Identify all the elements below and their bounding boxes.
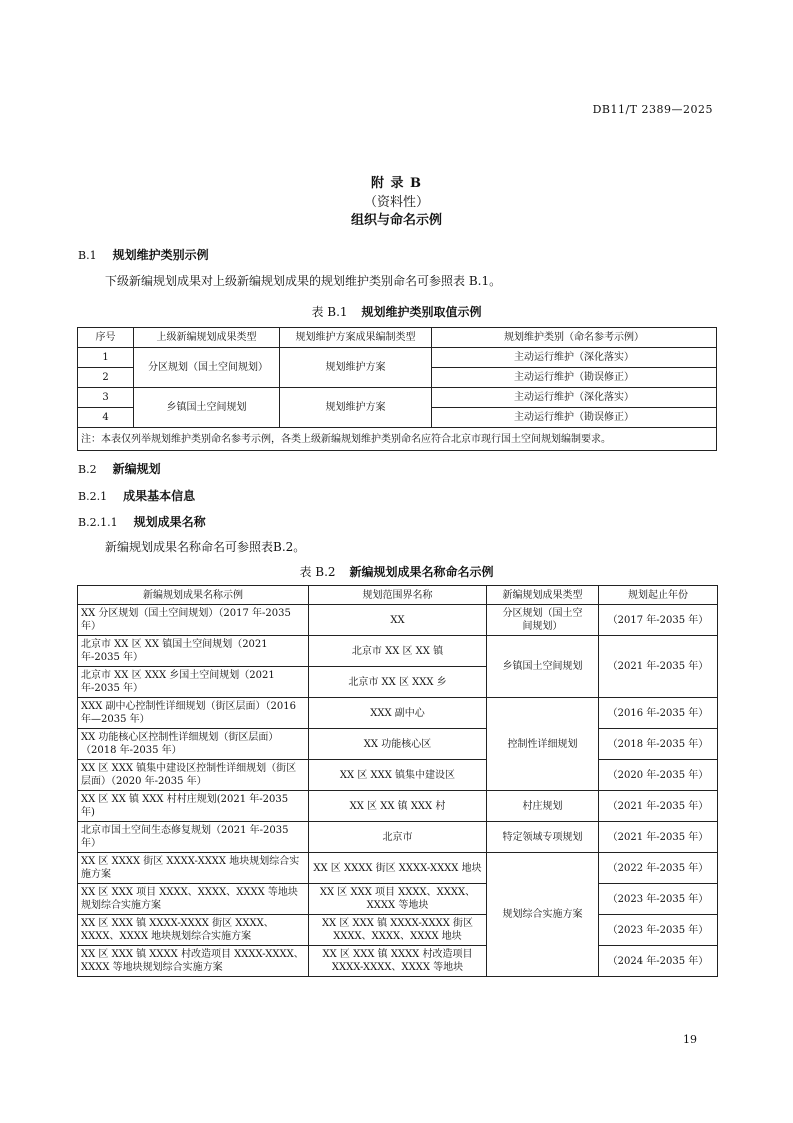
section-title: 新编规划 — [112, 462, 161, 476]
appendix-subtitle: 组织与命名示例 — [350, 213, 442, 228]
table-cell: XX 功能核心区控制性详细规划（街区层面）（2018 年-2035 年） — [78, 729, 309, 760]
table-cell: 4 — [78, 408, 134, 428]
table-cell: 主动运行维护（勘误修正） — [432, 368, 717, 388]
section-b2-heading — [78, 460, 161, 477]
table-row — [78, 348, 717, 368]
table-cell: XX 区 XX 镇 XXX 村 — [309, 791, 487, 822]
table-cell: （2021 年-2035 年） — [599, 822, 718, 853]
table-row — [78, 822, 718, 853]
table-cell: （2023 年-2035 年） — [599, 884, 718, 915]
table-row — [78, 388, 717, 408]
column-header: 规划范围界名称 — [309, 586, 487, 605]
table-row — [78, 884, 718, 915]
table-cell: （2018 年-2035 年） — [599, 729, 718, 760]
table-cell: （2023 年-2035 年） — [599, 915, 718, 946]
section-title: 规划维护类别示例 — [112, 248, 209, 262]
table-cell: 规划维护方案 — [280, 388, 432, 428]
table-row — [78, 915, 718, 946]
section-b211-paragraph: 新编规划成果名称命名可参照表B.2。 — [105, 540, 306, 554]
table-cell: XX 区 XX 镇 XXX 村村庄规划(2021 年-2035 年) — [78, 791, 309, 822]
table-cell: XX — [309, 605, 487, 636]
table-cell: （2022 年-2035 年） — [599, 853, 718, 884]
section-number: B.2.1.1 — [78, 516, 118, 529]
table-cell: 主动运行维护（勘误修正） — [432, 408, 717, 428]
table-cell: 主动运行维护（深化落实） — [432, 388, 717, 408]
page-number: 19 — [683, 1033, 697, 1046]
table-row — [78, 605, 718, 636]
table-cell: XX 分区规划（国土空间规划）（2017 年-2035 年） — [78, 605, 309, 636]
section-number: B.2.1 — [78, 490, 108, 503]
table-cell: （2021 年-2035 年） — [599, 636, 718, 698]
table-cell: 分区规划（国土空间规划） — [134, 348, 280, 388]
table-note: 注：本表仅列举规划维护类别命名参考示例，各类上级新编规划维护类别命名应符合北京市现行国土空间规划编制要求。 — [78, 428, 717, 451]
table-cell: XX 区 XXX 项目 XXXX、XXXX、XXXX 等地块 — [309, 884, 487, 915]
table-cell: XXX 副中心控制性详细规划（街区层面）（2016 年—2035 年） — [78, 698, 309, 729]
section-title: 成果基本信息 — [123, 489, 196, 503]
column-header: 规划维护方案成果编制类型 — [280, 328, 432, 348]
table-cell: 分区规划（国土空间规划） — [487, 605, 599, 636]
table-cell: 1 — [78, 348, 134, 368]
table-cell: XX 区 XXX 镇 XXXX 村改造项目 XXXX-XXXX、XXXX 等地块规划综合实施方案 — [78, 946, 309, 977]
table-row — [78, 698, 718, 729]
appendix-nature: （资料性） — [363, 195, 429, 210]
table-cell: 主动运行维护（深化落实） — [432, 348, 717, 368]
table-cell: XX 区 XXX 镇集中建设区 — [309, 760, 487, 791]
table-cell: （2017 年-2035 年） — [599, 605, 718, 636]
table-row — [78, 636, 718, 667]
section-title: 规划成果名称 — [133, 515, 206, 529]
table-cell: 北京市 XX 区 XX 镇国土空间规划（2021 年-2035 年） — [78, 636, 309, 667]
table-cell: 乡镇国土空间规划 — [487, 636, 599, 698]
table-cell: （2020 年-2035 年） — [599, 760, 718, 791]
table-cell: 北京市国土空间生态修复规划（2021 年-2035 年） — [78, 822, 309, 853]
column-header: 新编规划成果名称示例 — [78, 586, 309, 605]
table-cell: 村庄规划 — [487, 791, 599, 822]
table-cell: （2021 年-2035 年） — [599, 791, 718, 822]
table-cell: 控制性详细规划 — [487, 698, 599, 791]
table-cell: XX 区 XXX 镇 XXXX 村改造项目 XXXX-XXXX、XXXX 等地块 — [309, 946, 487, 977]
table-cell: XX 区 XXXX 街区 XXXX-XXXX 地块 — [309, 853, 487, 884]
table-cell: XX 区 XXX 镇 XXXX-XXXX 街区 XXXX、XXXX、XXXX 地块 — [309, 915, 487, 946]
table-cell: 3 — [78, 388, 134, 408]
caption-title: 规划维护类别取值示例 — [361, 305, 482, 319]
section-b1-heading — [78, 246, 209, 263]
table-cell: 规划综合实施方案 — [487, 853, 599, 977]
table-row — [78, 853, 718, 884]
table-cell: 2 — [78, 368, 134, 388]
table-note-row — [78, 428, 717, 451]
appendix-title: 附 录 B — [370, 176, 423, 191]
caption-title: 新编规划成果名称命名示例 — [349, 565, 494, 579]
table-header-row — [78, 586, 718, 605]
table-cell: 规划维护方案 — [280, 348, 432, 388]
section-b1-paragraph: 下级新编规划成果对上级新编规划成果的规划维护类别命名可参照表 B.1。 — [105, 274, 502, 288]
table-header-row — [78, 328, 717, 348]
table-cell: XX 功能核心区 — [309, 729, 487, 760]
table-cell: （2024 年-2035 年） — [599, 946, 718, 977]
table-row — [78, 729, 718, 760]
column-header: 上级新编规划成果类型 — [134, 328, 280, 348]
table-b2 — [77, 585, 718, 977]
doc-code: DB11/T 2389—2025 — [592, 103, 713, 116]
caption-number: 表 B.1 — [311, 305, 348, 319]
table-cell: （2016 年-2035 年） — [599, 698, 718, 729]
table-cell: 北京市 — [309, 822, 487, 853]
caption-number: 表 B.2 — [299, 565, 336, 579]
section-number: B.1 — [78, 249, 97, 262]
table-row — [78, 760, 718, 791]
table-cell: 北京市 XX 区 XXX 乡国土空间规划（2021 年-2035 年） — [78, 667, 309, 698]
column-header: 规划起止年份 — [599, 586, 718, 605]
column-header: 规划维护类别（命名参考示例） — [432, 328, 717, 348]
table-cell: XX 区 XXX 镇集中建设区控制性详细规划（街区层面）（2020 年-2035 年） — [78, 760, 309, 791]
column-header: 序号 — [78, 328, 134, 348]
table-cell: XX 区 XXX 镇 XXXX-XXXX 街区 XXXX、XXXX、XXXX 地块规划综合实施方案 — [78, 915, 309, 946]
table-cell: XX 区 XXXX 街区 XXXX-XXXX 地块规划综合实施方案 — [78, 853, 309, 884]
table-cell: 北京市 XX 区 XX 镇 — [309, 636, 487, 667]
section-b21-heading — [78, 487, 195, 504]
table-b1 — [77, 327, 717, 451]
table-cell: 北京市 XX 区 XXX 乡 — [309, 667, 487, 698]
table-b1-caption — [0, 303, 793, 320]
table-cell: 特定领域专项规划 — [487, 822, 599, 853]
table-b2-caption — [0, 563, 793, 580]
section-number: B.2 — [78, 463, 97, 476]
table-cell: XX 区 XXX 项目 XXXX、XXXX、XXXX 等地块规划综合实施方案 — [78, 884, 309, 915]
table-row — [78, 791, 718, 822]
table-cell: 乡镇国土空间规划 — [134, 388, 280, 428]
section-b211-heading — [78, 513, 206, 530]
table-row — [78, 946, 718, 977]
column-header: 新编规划成果类型 — [487, 586, 599, 605]
table-cell: XXX 副中心 — [309, 698, 487, 729]
